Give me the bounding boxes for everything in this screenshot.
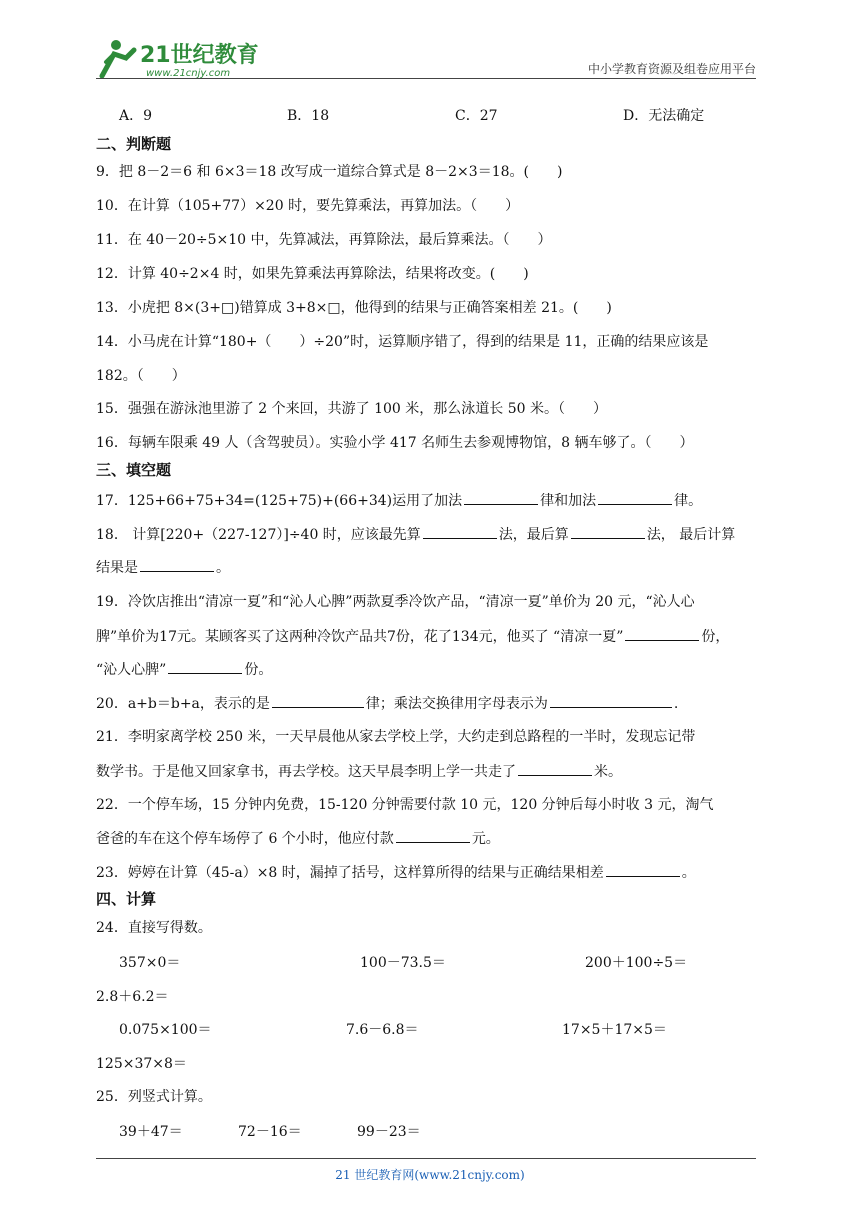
calc-item: 200＋100÷5＝ xyxy=(585,955,688,971)
answer-blank[interactable] xyxy=(625,626,699,641)
calc-item: 7.6－6.8＝ xyxy=(346,1022,419,1038)
question-20 xyxy=(96,693,678,714)
footer-divider xyxy=(96,1158,756,1159)
answer-blank[interactable] xyxy=(518,761,592,776)
answer-blank[interactable] xyxy=(571,524,645,539)
section-title-judgment: 二、判断题 xyxy=(96,135,172,153)
q17-text-2: 律和加法 xyxy=(540,493,597,509)
q18-text-2: 法，最后算 xyxy=(498,527,569,543)
q22-text-2: 爸爸的车在这个停车场停了 6 个小时，他应付款 xyxy=(96,831,394,847)
question-19-line1: 19．冷饮店推出“清凉一夏”和“沁人心脾”两款夏季冷饮产品，“清凉一夏”单价为 20 元，“沁人心 xyxy=(96,594,695,610)
calc-item: 99－23＝ xyxy=(357,1124,421,1140)
question-11: 11．在 40－20÷5×10 中，先算减法，再算除法，最后算乘法。（ ） xyxy=(96,232,552,248)
answer-blank[interactable] xyxy=(550,693,672,708)
calc-item: 100－73.5＝ xyxy=(360,955,446,971)
question-24: 24．直接写得数。 xyxy=(96,920,212,936)
q20-text-2: 律；乘法交换律用字母表示为 xyxy=(365,696,548,712)
answer-blank[interactable] xyxy=(140,557,214,572)
q17-text-3: 律。 xyxy=(674,493,703,509)
q19-text-3: 份， xyxy=(701,629,730,645)
question-19-line2 xyxy=(96,626,729,647)
q19-text-4: “沁人心脾” xyxy=(96,662,167,678)
q18-text-1: 18． 计算[220+（227-127）]÷40 时，应该最先算 xyxy=(96,527,421,543)
question-12: 12．计算 40÷2×4 时，如果先算乘法再算除法，结果将改变。( ) xyxy=(96,266,529,282)
question-19-line3 xyxy=(96,659,272,680)
section-title-fill: 三、填空题 xyxy=(96,461,172,479)
q21-text-2: 数学书。于是他又回家拿书，再去学校。这天早晨李明上学一共走了 xyxy=(96,764,516,780)
q19-text-2: 脾”单价为17元。某顾客买了这两种冷饮产品共7份，花了134元，他买了 “清凉一夏” xyxy=(96,629,624,645)
answer-blank[interactable] xyxy=(606,862,680,877)
q22-text-3: 元。 xyxy=(471,831,500,847)
q18-text-3: 法， 最后计算 xyxy=(646,527,736,543)
logo-url: www.21cnjy.com xyxy=(146,68,231,79)
question-21-line1: 21．李明家离学校 250 米，一天早晨他从家去学校上学，大约走到总路程的一半时，发现忘记带 xyxy=(96,729,696,745)
question-18-line2 xyxy=(96,557,230,578)
answer-blank[interactable] xyxy=(464,490,538,505)
answer-blank[interactable] xyxy=(423,524,497,539)
question-23 xyxy=(96,862,696,883)
calc-item: 125×37×8＝ xyxy=(96,1056,187,1072)
calc-item: 17×5＋17×5＝ xyxy=(562,1022,667,1038)
header-divider xyxy=(96,78,756,79)
q23-text-1: 23．婷婷在计算（45-a）×8 时，漏掉了括号，这样算所得的结果与正确结果相差 xyxy=(96,865,604,881)
question-17 xyxy=(96,490,702,511)
question-21-line2 xyxy=(96,761,622,782)
footer-link[interactable]: 21 世纪教育网(www.21cnjy.com) xyxy=(335,1168,525,1182)
question-18-line1 xyxy=(96,524,735,545)
calc-item: 2.8＋6.2＝ xyxy=(96,989,169,1005)
calc-item: 0.075×100＝ xyxy=(119,1022,212,1038)
choice-a: A．9 xyxy=(119,108,153,124)
question-22-line1: 22．一个停车场，15 分钟内免费，15-120 分钟需要付款 10 元，120 分钟后每小时收 3 元，淘气 xyxy=(96,797,714,813)
q17-text-1: 17．125+66+75+34=(125+75)+(66+34)运用了加法 xyxy=(96,493,463,509)
q18-text-5: 。 xyxy=(216,560,230,576)
calc-item: 39＋47＝ xyxy=(119,1124,183,1140)
question-14-line1: 14．小马虎在计算“180+（ ）÷20”时，运算顺序错了，得到的结果是 11，正确的结果应该是 xyxy=(96,334,709,350)
question-15: 15．强强在游泳池里游了 2 个来回，共游了 100 米，那么泳道长 50 米。（ ） xyxy=(96,401,607,417)
q21-text-3: 米。 xyxy=(594,764,622,780)
question-13: 13．小虎把 8×(3+□)错算成 3+8×□，他得到的结果与正确答案相差 21。( ) xyxy=(96,300,612,316)
section-title-calc: 四、计算 xyxy=(96,890,157,908)
q20-text-1: 20．a+b＝b+a，表示的是 xyxy=(96,696,270,712)
q18-text-4: 结果是 xyxy=(96,560,138,576)
answer-blank[interactable] xyxy=(598,490,672,505)
question-22-line2 xyxy=(96,828,500,849)
question-10: 10．在计算（105+77）×20 时，要先算乘法，再算加法。（ ） xyxy=(96,198,520,214)
q19-text-5: 份。 xyxy=(244,662,273,678)
choice-c: C．27 xyxy=(455,108,498,124)
q20-text-3: . xyxy=(673,696,679,712)
platform-name: 中小学教育资源及组卷应用平台 xyxy=(587,62,756,76)
answer-blank[interactable] xyxy=(396,828,470,843)
answer-blank[interactable] xyxy=(168,659,242,674)
question-25: 25．列竖式计算。 xyxy=(96,1089,212,1105)
question-14-line2: 182。（ ） xyxy=(96,368,186,384)
logo-text: 21世纪教育 xyxy=(140,43,259,68)
question-16: 16．每辆车限乘 49 人（含驾驶员）。实验小学 417 名师生去参观博物馆，8 辆车够了。（ ） xyxy=(96,435,694,451)
site-logo xyxy=(96,36,266,80)
q23-text-2: 。 xyxy=(681,865,696,881)
calc-item: 72－16＝ xyxy=(238,1124,302,1140)
question-9: 9．把 8－2＝6 和 6×3＝18 改写成一道综合算式是 8－2×3＝18。( ) xyxy=(96,164,563,180)
calc-item: 357×0＝ xyxy=(119,955,181,971)
choice-b: B．18 xyxy=(287,108,330,124)
choice-d: D．无法确定 xyxy=(623,108,705,124)
answer-blank[interactable] xyxy=(272,693,364,708)
